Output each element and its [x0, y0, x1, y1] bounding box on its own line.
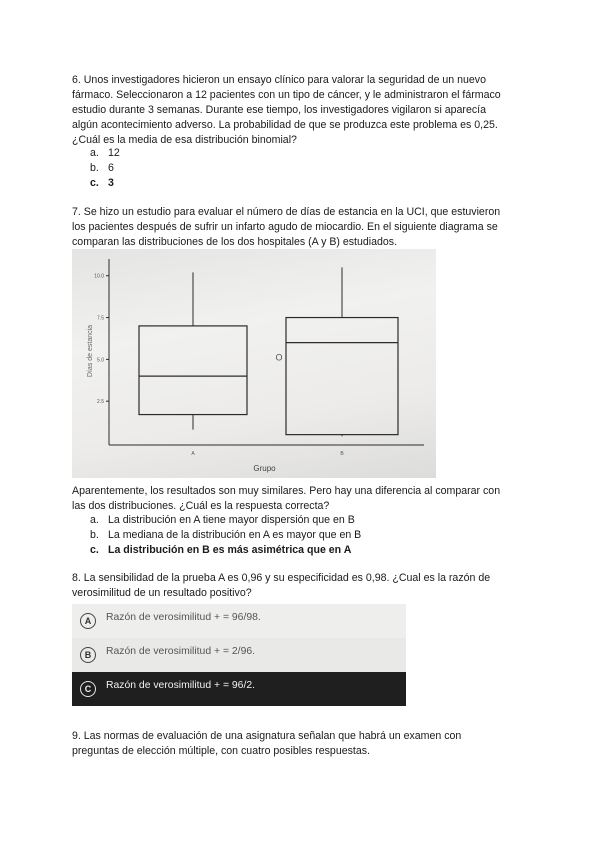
option-letter-circle: A [80, 613, 96, 629]
q6-line: 6. Unos investigadores hicieron un ensayo clínico para valorar la seguridad de un nuevo [72, 74, 486, 86]
box-iqr [286, 318, 398, 435]
question-7-text [72, 205, 524, 250]
option-text: 12 [108, 147, 120, 159]
q6-line: estudio durante 3 semanas. Durante ese tiempo, los investigadores vigilaron si aparecía [72, 104, 486, 116]
q9-line: 9. Las normas de evaluación de una asignatura señalan que habrá un examen con [72, 730, 462, 742]
y-axis-label: Días de estancia [87, 324, 94, 378]
box-group-a [139, 272, 247, 429]
box-group-b [286, 267, 398, 436]
q8-line: 8. La sensibilidad de la prueba A es 0,96 y su especificidad es 0,98. ¿Cual es la razón de [72, 572, 491, 584]
q8-line: verosimilitud de un resultado positivo? [72, 587, 252, 599]
q6-option-a [90, 146, 120, 161]
q8-option-c-selected [72, 672, 406, 706]
option-text: Razón de verosimilitud + = 2/96. [106, 646, 256, 657]
x-axis-label: Grupo [253, 464, 276, 473]
outlier-point: O [275, 352, 283, 363]
q8-option-a [72, 604, 406, 638]
option-letter: b. [90, 529, 99, 541]
option-letter-circle: C [80, 681, 96, 697]
q9-line: preguntas de elección múltiple, con cuatro posibles respuestas. [72, 745, 370, 757]
option-letter: a. [90, 147, 99, 159]
option-text: La distribución en B es más asimétrica que en A [108, 544, 352, 556]
option-letter: c. [90, 177, 99, 189]
option-text: La mediana de la distribución en A es mayor que en B [108, 529, 362, 541]
q6-line: fármaco. Seleccionaron a 12 pacientes con un tipo de cáncer, y le administraron el fármaco [72, 89, 501, 101]
option-text: 6 [108, 162, 114, 174]
q6-line: ¿Cuál es la media de esa distribución binomial? [72, 134, 297, 146]
q7-after-line: las dos distribuciones. ¿Cuál es la respuesta correcta? [72, 500, 330, 512]
y-tick-label: 10.0 [94, 273, 104, 280]
boxplot-photo [72, 249, 436, 478]
question-7-followup [72, 484, 524, 514]
q6-option-c [90, 176, 114, 191]
q7-after-line: Aparentemente, los resultados son muy similares. Pero hay una diferencia al comparar con [72, 485, 501, 497]
option-text: Razón de verosimilitud + = 96/98. [106, 612, 261, 623]
option-letter: a. [90, 514, 99, 526]
box-iqr [139, 326, 247, 415]
question-6-text [72, 73, 524, 148]
q8-option-b [72, 638, 406, 672]
q7-option-a [90, 513, 355, 528]
option-letter: c. [90, 544, 99, 556]
q7-line: comparan las distribuciones de los dos hospitales (A y B) estudiados. [72, 236, 398, 248]
option-text: 3 [108, 177, 114, 189]
question-9-text [72, 729, 524, 759]
x-tick-label: B [340, 451, 344, 457]
option-letter: b. [90, 162, 99, 174]
question-8-text [72, 571, 524, 601]
y-tick-label: 2.5 [97, 399, 104, 406]
y-tick-label: 5.0 [97, 357, 104, 364]
q6-option-b [90, 161, 114, 176]
q7-option-b [90, 528, 361, 543]
option-text: La distribución en A tiene mayor dispersión que en B [108, 514, 355, 526]
q7-option-c [90, 543, 351, 558]
likelihood-ratio-options-photo [72, 600, 406, 706]
q6-line: algún acontecimiento adverso. La probabilidad de que se produzca este problema es 0,25. [72, 119, 498, 131]
q7-line: los pacientes después de sufrir un infarto agudo de miocardio. En el siguiente diagrama se [72, 221, 498, 233]
x-tick-label: A [191, 451, 195, 457]
q7-line: 7. Se hizo un estudio para evaluar el número de días de estancia en la UCI, que estuvieron [72, 206, 501, 218]
option-text: Razón de verosimilitud + = 96/2. [106, 680, 256, 691]
option-letter-circle: B [80, 647, 96, 663]
y-tick-label: 7.5 [97, 315, 104, 322]
boxplot-chart [72, 249, 436, 478]
